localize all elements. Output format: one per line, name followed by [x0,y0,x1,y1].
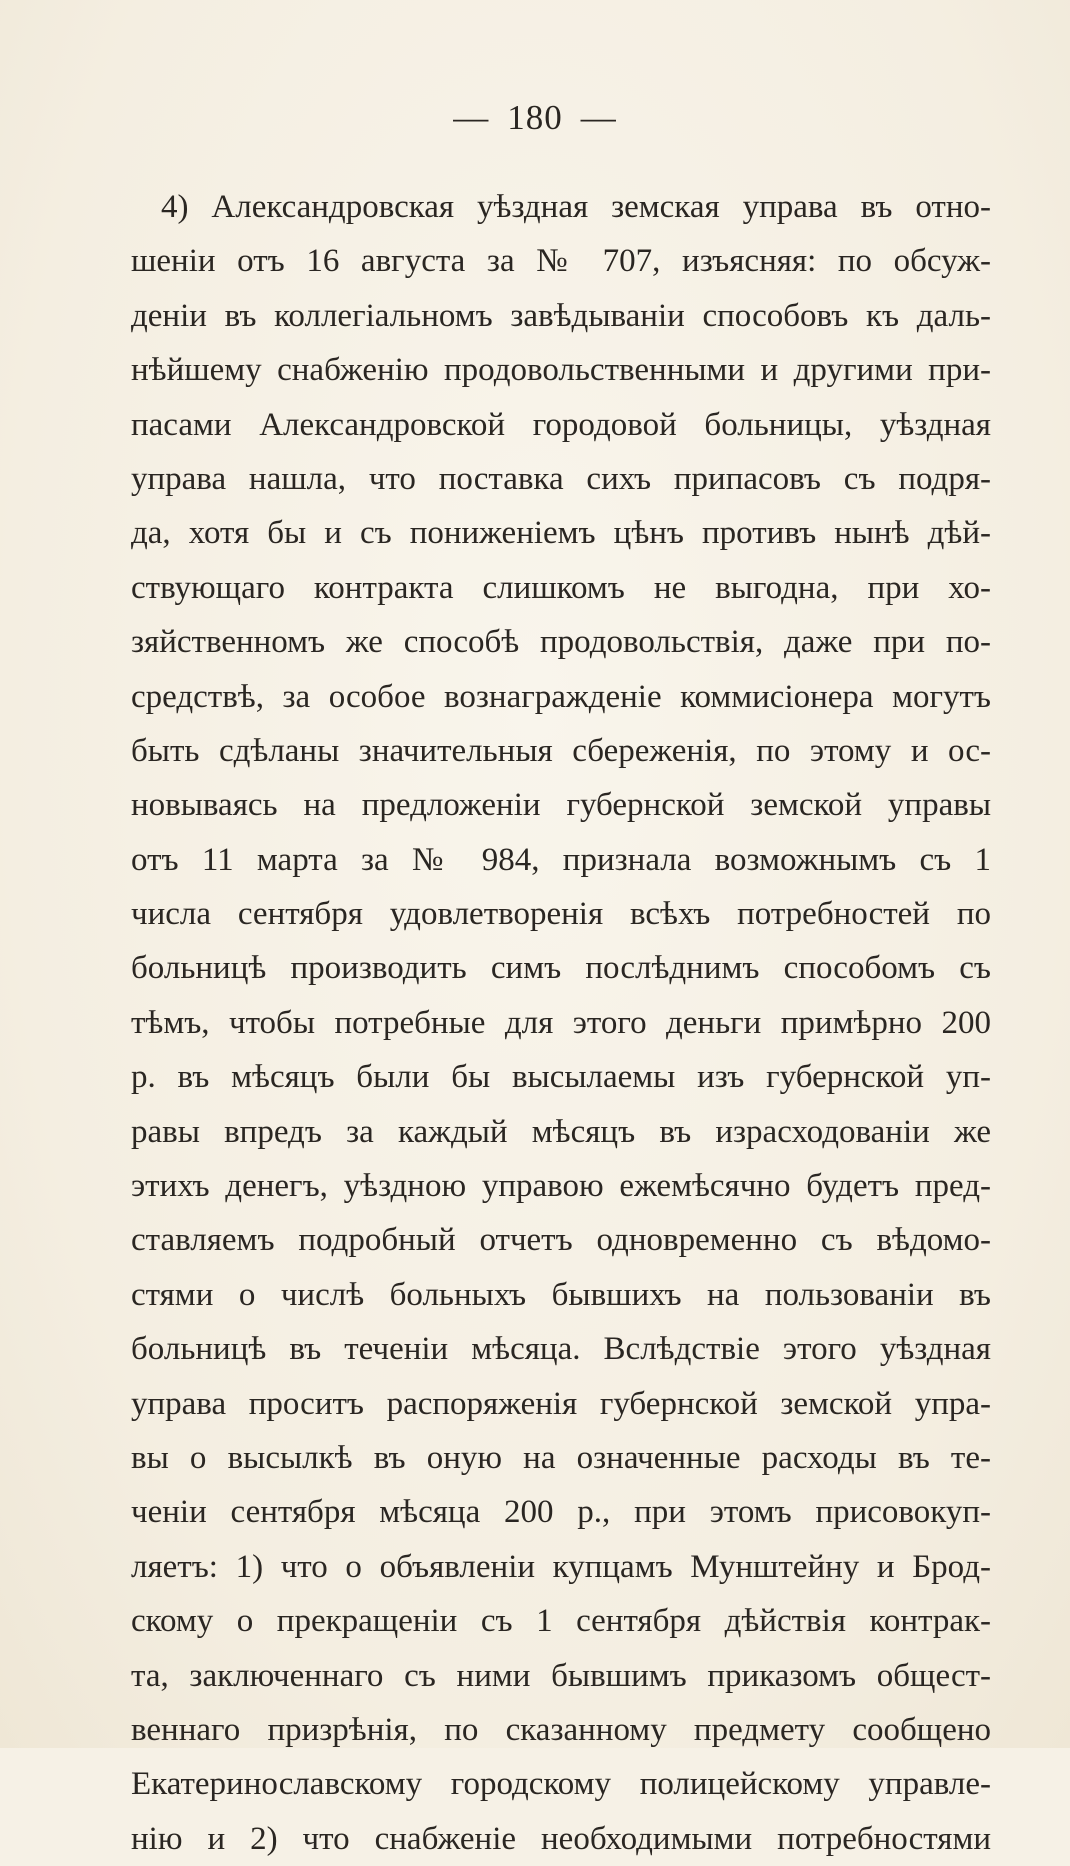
text-line: да, хотя бы и съ пониженіемъ цѣнъ противъ нынѣ дѣй- [131,515,991,552]
text-line: деніи въ коллегіальномъ завѣдываніи способовъ къ даль- [131,297,991,334]
text-line: та, заключеннаго съ ними бывшимъ приказомъ общест- [131,1657,991,1694]
text-line: быть сдѣланы значительныя сбереженія, по этому и ос- [131,732,991,769]
text-line: вы о высылкѣ въ оную на означенные расходы въ те- [131,1439,991,1476]
text-line: тѣмъ, чтобы потребные для этого деньги примѣрно 200 [131,1004,991,1041]
text-line: зяйственномъ же способѣ продовольствія, даже при по- [131,624,991,661]
text-line: ченіи сентября мѣсяца 200 р., при этомъ присовокуп- [131,1494,991,1531]
text-line: ствующаго контракта слишкомъ не выгодна, при хо- [131,569,991,606]
text-line: числа сентября удовлетворенія всѣхъ потребностей по [131,896,991,933]
text-line: скому о прекращеніи съ 1 сентября дѣйствія контрак- [131,1603,991,1640]
text-line: пасами Александровской городовой больницы, уѣздная [131,406,991,443]
text-line: этихъ денегъ, уѣздною управою ежемѣсячно будетъ пред- [131,1168,991,1205]
text-line: Екатеринославскому городскому полицейскому управле- [131,1766,991,1803]
text-line: веннаго призрѣнія, по сказанному предмету сообщено [131,1711,991,1748]
text-line: нѣйшему снабженію продовольственными и другими при- [131,352,991,389]
text-line: больницѣ производить симъ послѣднимъ способомъ съ [131,950,991,987]
dash-left: — [453,98,490,137]
text-line: средствѣ, за особое вознагражденіе коммисіонера могутъ [131,678,991,715]
page-number-header [0,98,1070,138]
text-line: новываясь на предложеніи губернской земской управы [131,787,991,824]
text-line: отъ 11 марта за № 984, признала возможнымъ съ 1 [131,841,991,878]
text-line: управа проситъ распоряженія губернской земской упра- [131,1385,991,1422]
text-line: нію и 2) что снабженіе необходимыми потребностями [131,1820,991,1857]
dash-right: — [580,98,617,137]
text-line: управа нашла, что поставка сихъ припасовъ съ подря- [131,460,991,497]
text-line: ляетъ: 1) что о объявленіи купцамъ Мунштейну и Брод- [131,1548,991,1585]
text-line: шеніи отъ 16 августа за № 707, изъясняя: по обсуж- [131,243,991,280]
text-line: больницѣ въ теченіи мѣсяца. Вслѣдствіе этого уѣздная [131,1331,991,1368]
text-line: 4) Александровская уѣздная земская управа въ отно- [161,189,991,225]
page-number: 180 [507,98,563,137]
text-line: стями о числѣ больныхъ бывшихъ на пользованіи въ [131,1276,991,1313]
text-line: р. въ мѣсяцъ были бы высылаемы изъ губернской уп- [131,1059,991,1096]
text-line: равы впредъ за каждый мѣсяцъ въ израсходованіи же [131,1113,991,1150]
body-text [131,180,991,1866]
text-line: ставляемъ подробный отчетъ одновременно съ вѣдомо- [131,1222,991,1259]
